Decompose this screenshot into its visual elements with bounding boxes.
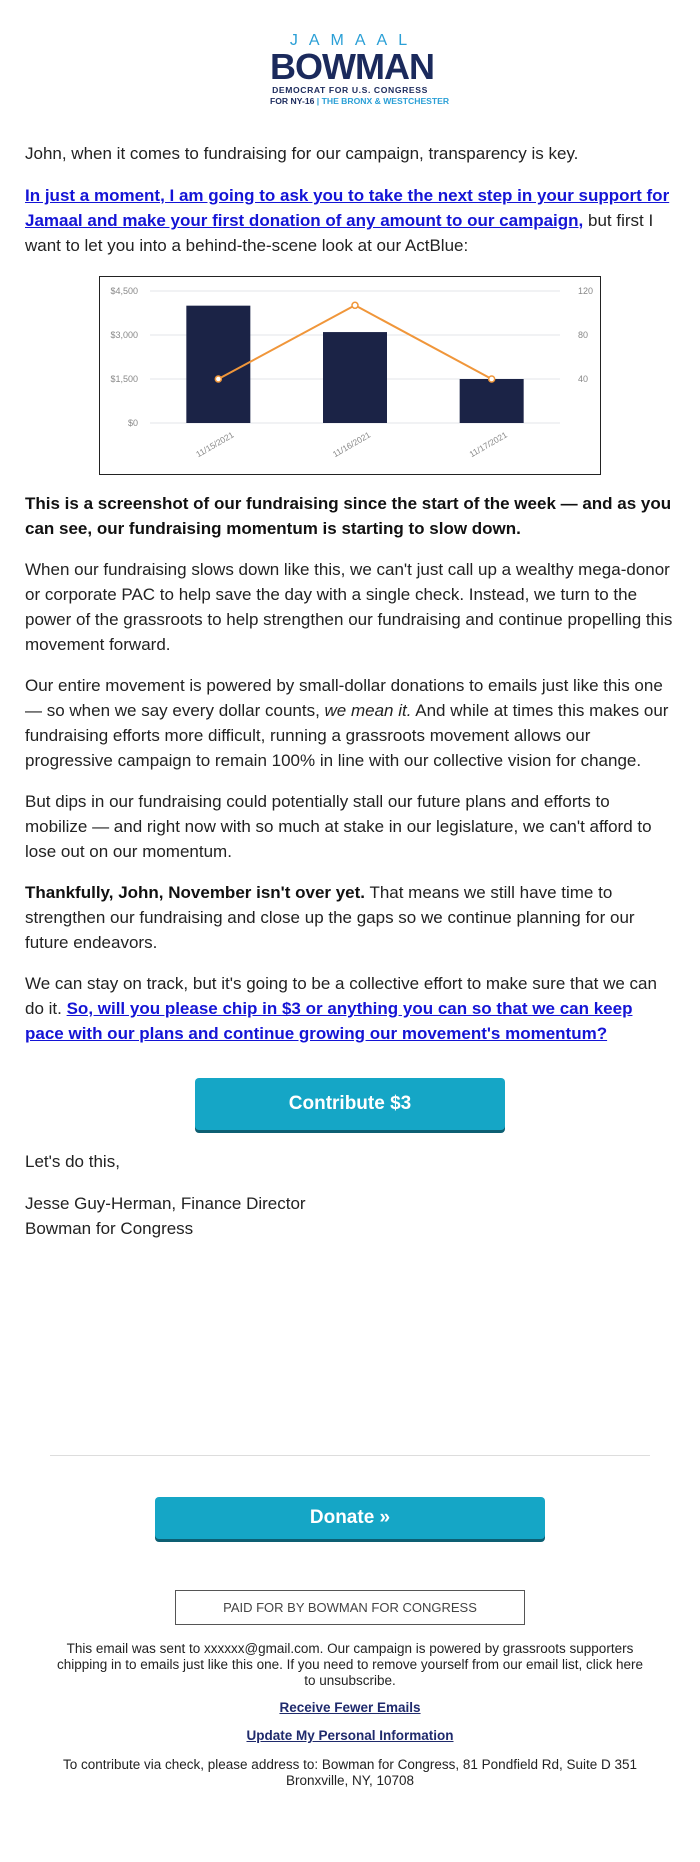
logo-subtitle: DEMOCRAT FOR U.S. CONGRESS xyxy=(272,85,428,95)
movement-paragraph-b: And while at times this makes our fundraising efforts more difficult, running a grassroots movement allows our progressive campaign to remain 100% in line with our collective vision for change. xyxy=(25,701,669,770)
chart-bar xyxy=(460,379,524,423)
intro-paragraph-rest: but first I want to let you into a behind-the-scene look at our ActBlue: xyxy=(25,211,654,255)
fundraising-chart xyxy=(99,276,601,475)
footer-address: To contribute via check, please address to: Bowman for Congress, 81 Pondfield Rd, Suite D 351 Bronxville, NY, 10708 xyxy=(62,1757,638,1788)
campaign-logo xyxy=(270,32,450,107)
footer-notice: This email was sent to xxxxxx@gmail.com. Our campaign is powered by grassroots supporters chipping in to emails just like this one. If you need to remove yourself from our email list, click here to unsubscribe. xyxy=(56,1641,643,1688)
update-personal-info-link[interactable]: Update My Personal Information xyxy=(246,1728,454,1743)
logo-last-name: BOWMAN xyxy=(270,46,434,87)
chip-in-text: We can stay on track, but it's going to be a collective effort to make sure that we can do it. xyxy=(25,974,657,1018)
chart-bar xyxy=(186,306,250,423)
november-paragraph xyxy=(25,880,675,955)
grassroots-paragraph: When our fundraising slows down like this, we can't just call up a wealthy mega-donor or corporate PAC to help save the day with a single check. Instead, we turn to the power of the grassroots to help strengthen our fundraising and continue propelling this movement forward. xyxy=(25,560,673,654)
contribute-button[interactable]: Contribute $3 xyxy=(195,1078,505,1130)
x-tick-label: 11/17/2021 xyxy=(467,429,509,460)
paid-for-box xyxy=(175,1590,525,1625)
fewer-emails-wrap xyxy=(50,1700,650,1715)
chart-line-point xyxy=(352,302,358,308)
intro-paragraph xyxy=(25,183,675,258)
receive-fewer-emails-link[interactable]: Receive Fewer Emails xyxy=(279,1700,421,1715)
footer-divider xyxy=(50,1455,650,1456)
donation-ask-link[interactable]: In just a moment, I am going to ask you to take the next step in your support for Jamaal and make your first donation of any amount to our campaign, xyxy=(25,186,670,230)
chart-line-point xyxy=(215,376,221,382)
dips-paragraph: But dips in our fundraising could potentially stall our future plans and efforts to mobilize — and right now with so much at stake in our legislature, we can't afford to lose out on our momentum. xyxy=(25,792,652,861)
signature-name: Jesse Guy-Herman, Finance Director xyxy=(25,1194,306,1213)
chip-in-paragraph xyxy=(25,971,675,1046)
movement-paragraph-emphasis: we mean it. xyxy=(324,701,412,720)
x-tick-label: 11/15/2021 xyxy=(194,429,236,460)
chart-bar xyxy=(323,332,387,423)
y-left-tick-label: $4,500 xyxy=(110,286,138,296)
y-left-tick-label: $1,500 xyxy=(110,374,138,384)
logo-first-name: JAMAAL xyxy=(289,32,419,49)
fundraising-chart-svg xyxy=(100,277,600,474)
logo-district-area: THE BRONX & WESTCHESTER xyxy=(321,96,450,106)
movement-paragraph-a: Our entire movement is powered by small-dollar donations to emails just like this one — so when we say every dollar counts, xyxy=(25,676,663,720)
y-right-tick-label: 120 xyxy=(578,286,594,296)
november-rest: That means we still have time to strengthen our fundraising and close up the gaps so we continue planning for our future endeavors. xyxy=(25,883,635,952)
y-right-tick-label: 80 xyxy=(578,330,589,340)
chart-line-point xyxy=(489,376,495,382)
x-tick-label: 11/16/2021 xyxy=(330,429,373,460)
signature-org: Bowman for Congress xyxy=(25,1219,194,1238)
donate-button[interactable]: Donate » xyxy=(155,1497,545,1539)
movement-paragraph xyxy=(25,673,675,773)
update-info-wrap xyxy=(50,1728,650,1743)
y-left-tick-label: $3,000 xyxy=(110,330,138,340)
logo-district-number: FOR NY-16 xyxy=(270,96,315,106)
paid-for-text: PAID FOR BY BOWMAN FOR CONGRESS xyxy=(223,1600,477,1615)
screenshot-explanation xyxy=(25,491,675,541)
signoff: Let's do this, xyxy=(25,1152,120,1171)
chip-in-link[interactable]: So, will you please chip in $3 or anything you can so that we can keep pace with our plans and continue growing our movement's momentum? xyxy=(25,999,633,1043)
y-left-tick-label: $0 xyxy=(127,418,138,428)
logo-district: FOR NY-16 | THE BRONX & WESTCHESTER xyxy=(270,96,450,106)
signature xyxy=(25,1191,675,1241)
greeting-paragraph: John, when it comes to fundraising for our campaign, transparency is key. xyxy=(25,144,579,163)
screenshot-explanation-text: This is a screenshot of our fundraising since the start of the week — and as you can see, our fundraising momentum is starting to slow down. xyxy=(25,494,672,538)
y-right-tick-label: 40 xyxy=(578,374,589,384)
november-bold: Thankfully, John, November isn't over yet. xyxy=(25,883,366,902)
